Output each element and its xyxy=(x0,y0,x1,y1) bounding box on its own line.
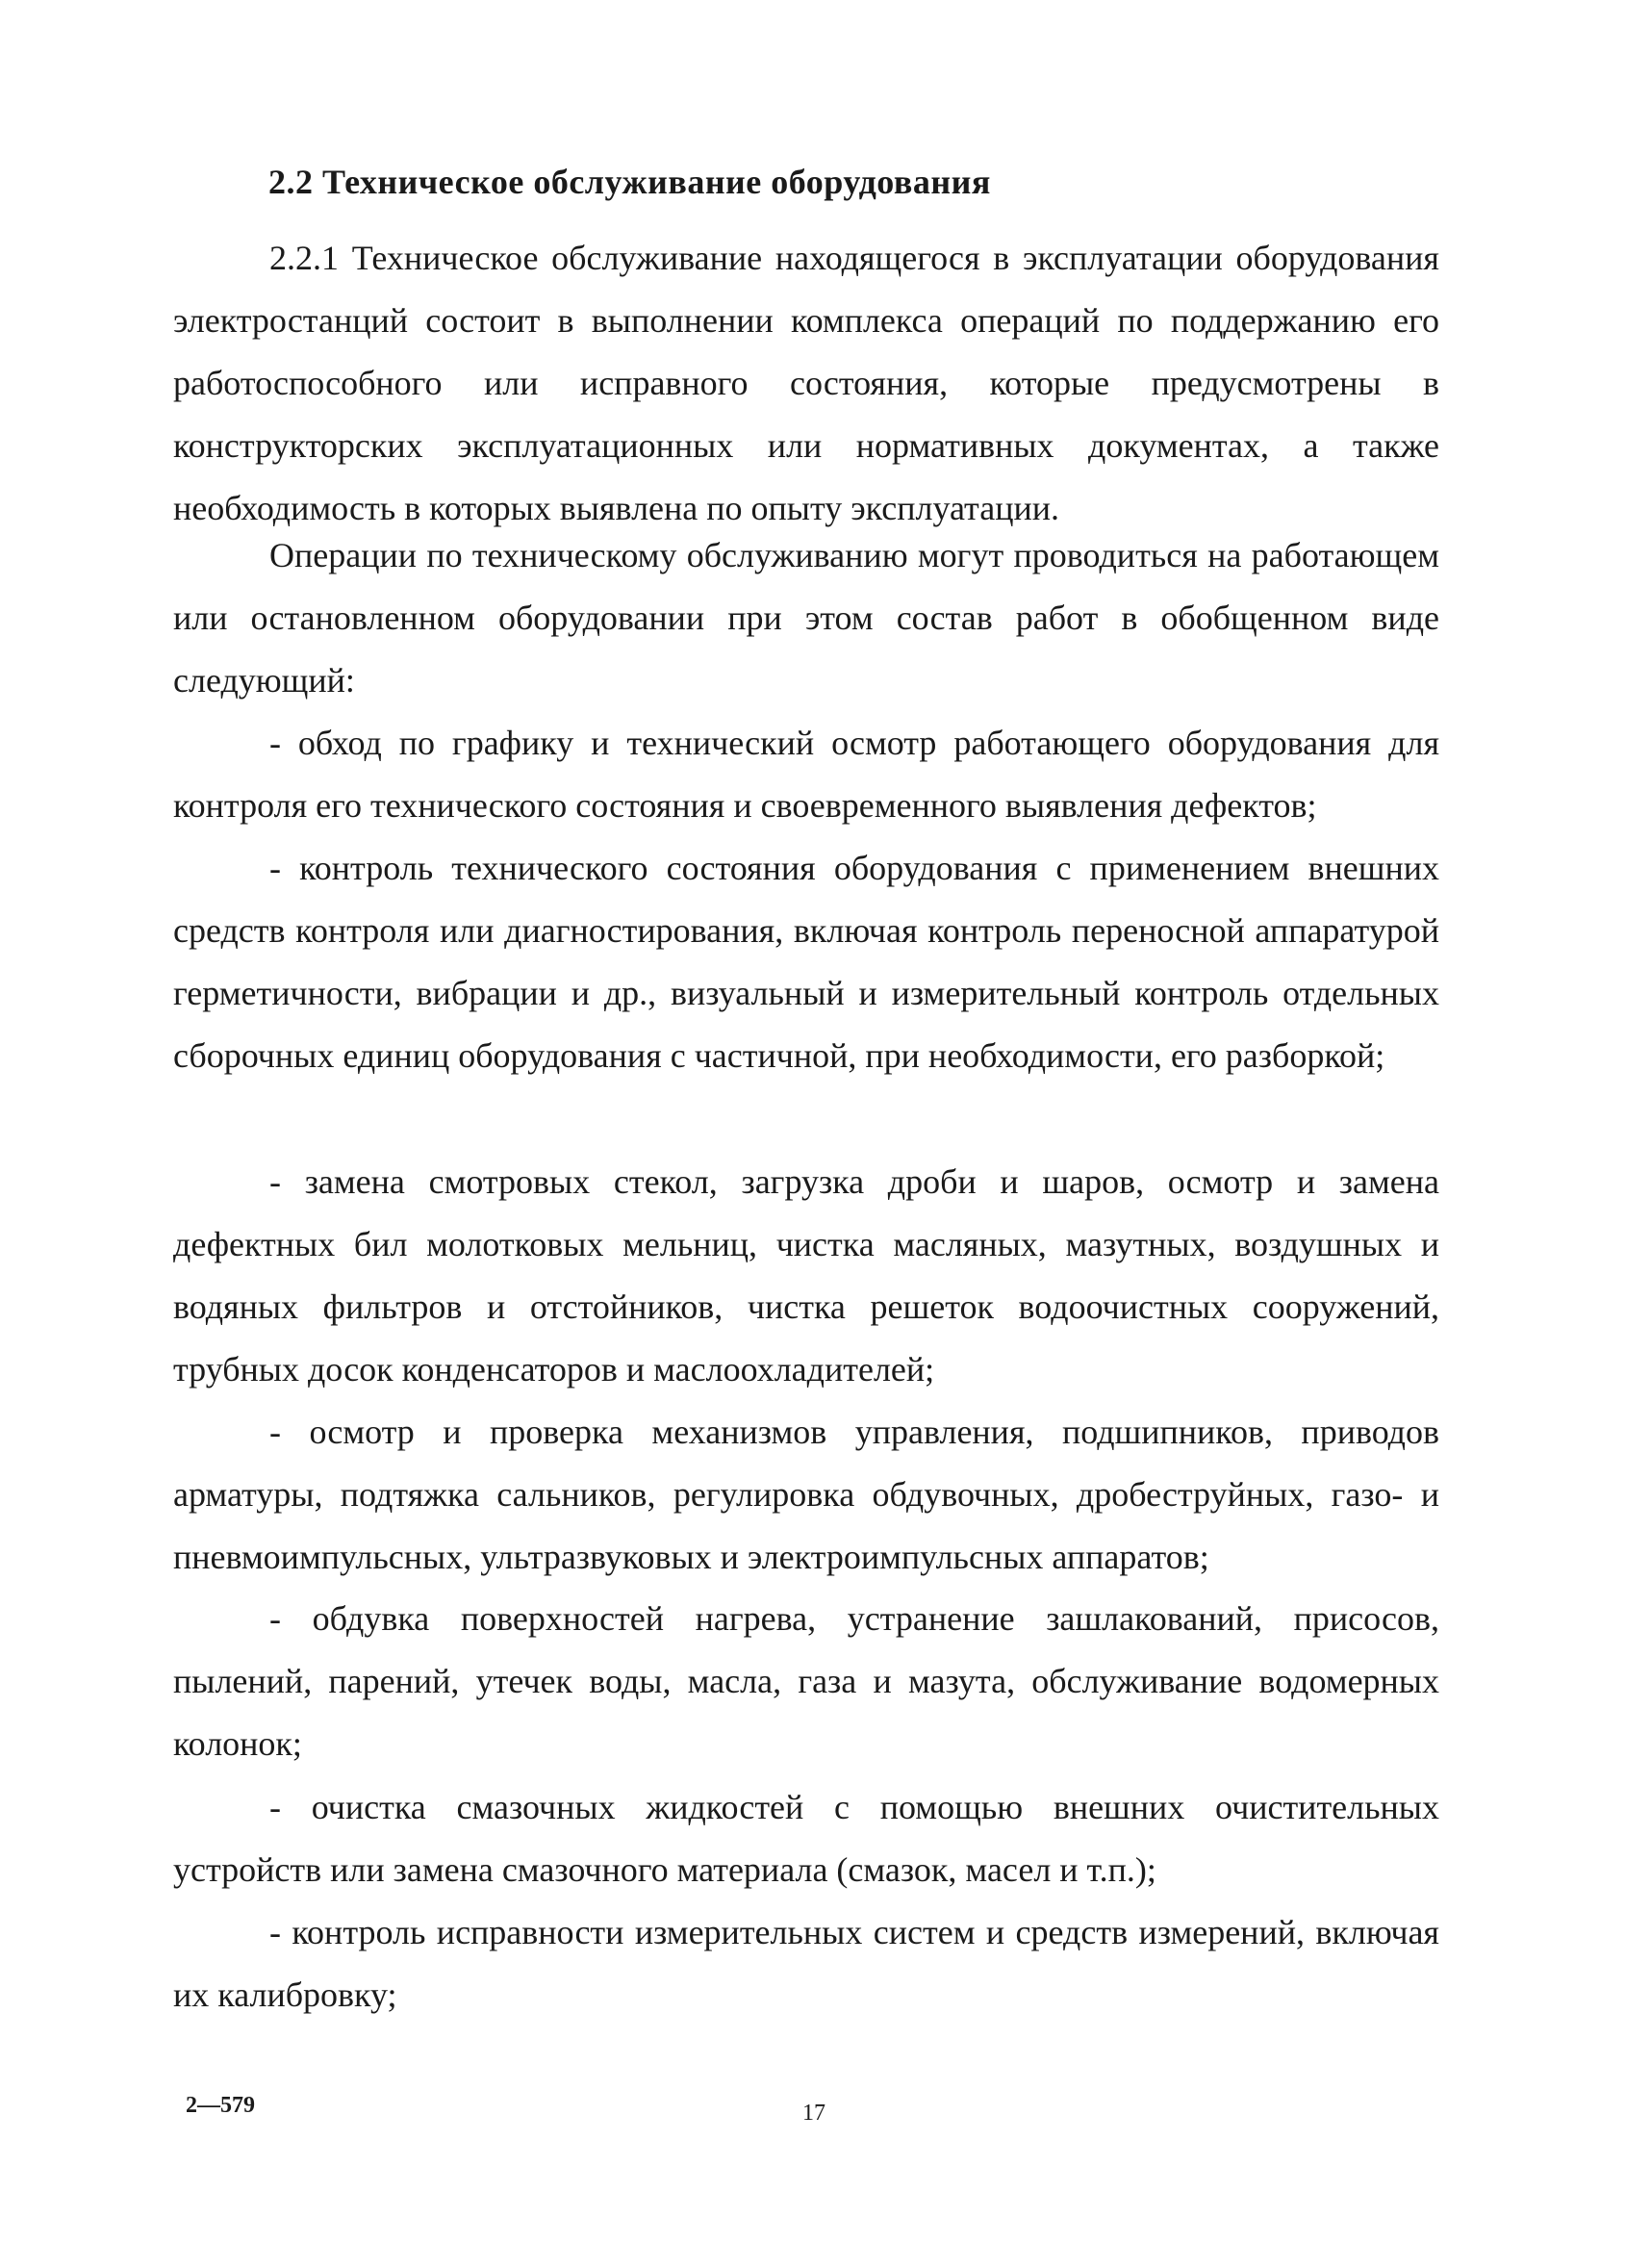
list-item-mechanism-check: - осмотр и проверка механизмов управления, подшипников, приводов арматуры, подтяжка сальников, регулировка обдувочных, дробеструйных, газо- и пневмоимпульсных, ультразвуковых и электроимпульсных аппаратов; xyxy=(173,1413,1439,1576)
list-item-condition-control: - контроль технического состояния оборудования с применением внешних средств контроля или диагностирования, включая контроль переносной аппаратурой герметичности, вибрации и др., визуальный и измерительный контроль отдельных сборочных единиц оборудования с частичной, при необходимости, его разборкой; xyxy=(173,849,1439,1075)
list-item-lubricant-cleaning: - очистка смазочных жидкостей с помощью внешних очистительных устройств или замена смазочного материала (смазок, масел и т.п.); xyxy=(173,1788,1439,1889)
list-item-inspection: - обход по графику и технический осмотр работающего оборудования для контроля его технического состояния и своевременного выявления дефектов; xyxy=(173,724,1439,825)
footer-code: 2—579 xyxy=(186,2093,255,2118)
paragraph-operations-intro: Операции по техническому обслуживанию могут проводиться на работающем или остановленном оборудовании при этом состав работ в обобщенном виде следующий: xyxy=(173,536,1439,700)
list-item-replacement-cleaning: - замена смотровых стекол, загрузка дроби и шаров, осмотр и замена дефектных бил молотковых мельниц, чистка масляных, мазутных, воздушных и водяных фильтров и отстойников, чистка решеток водоочистных сооружений, трубных досок конденсаторов и маслоохладителей; xyxy=(173,1162,1439,1389)
list-item-measurement-control: - контроль исправности измерительных систем и средств измерений, включая их калибровку; xyxy=(173,1913,1439,2014)
list-item-surface-blowing: - обдувка поверхностей нагрева, устранение зашлакований, присосов, пылений, парений, утечек воды, масла, газа и мазута, обслуживание водомерных колонок; xyxy=(173,1599,1439,1763)
section-title: 2.2 Техническое обслуживание оборудования xyxy=(268,163,991,201)
paragraph-2-2-1: 2.2.1 Техническое обслуживание находящегося в эксплуатации оборудования электростанций состоит в выполнении комплекса операций по поддержанию его работоспособного или исправного состояния, которые предусмотрены в конструкторских эксплуатационных или нормативных документах, а также необходимость в которых выявлена по опыту эксплуатации. xyxy=(173,239,1439,527)
page-number: 17 xyxy=(802,2101,825,2126)
